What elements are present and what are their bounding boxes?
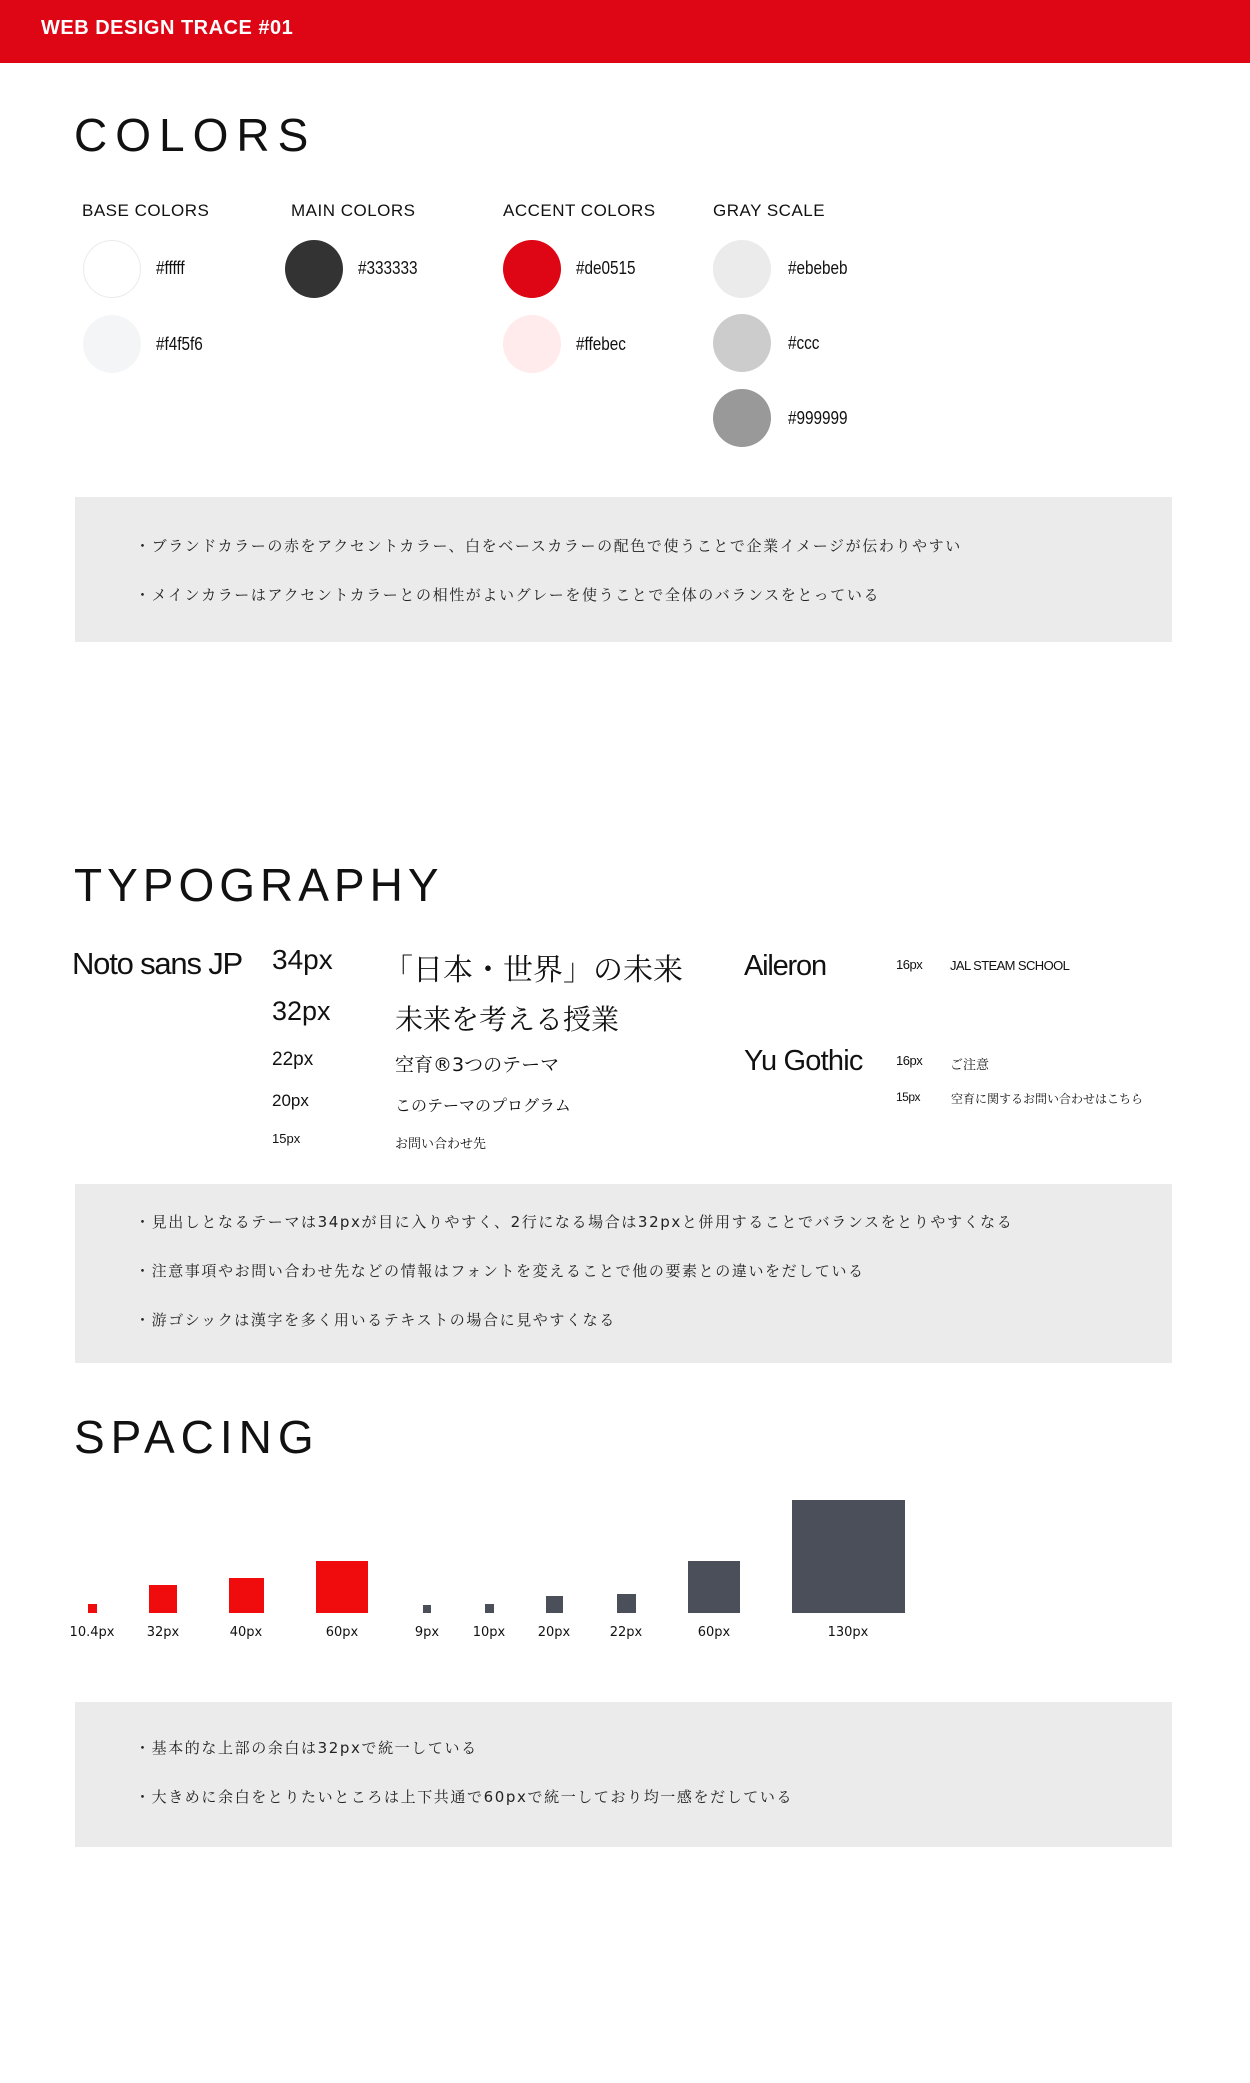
spacing-label: 22px <box>609 1625 643 1640</box>
type-size: 22px <box>272 1049 314 1070</box>
spacing-square <box>546 1596 563 1613</box>
swatch-base-light <box>83 315 141 373</box>
swatch-base-white <box>83 240 141 298</box>
type-sample: お問い合わせ先 <box>395 1137 487 1152</box>
colors-notes-box <box>75 497 1172 642</box>
colors-note: ・メインカラーはアクセントカラーとの相性がよいグレーを使うことで全体のバランスをとっている <box>135 586 881 604</box>
spacing-title: SPACING <box>74 1411 320 1463</box>
typography-note: ・注意事項やお問い合わせ先などの情報はフォントを変えることで他の要素との違いをだしている <box>135 1262 865 1280</box>
swatch-accent-red <box>503 240 561 298</box>
typography-note: ・游ゴシックは漢字を多く用いるテキストの場合に見やすくなる <box>135 1311 616 1329</box>
type-sample: JAL STEAM SCHOOL <box>950 958 1070 973</box>
type-sample: このテーマのプログラム <box>395 1096 571 1115</box>
swatch-label: #fffff <box>156 258 185 278</box>
gray-scale-title: GRAY SCALE <box>713 201 826 220</box>
swatch-label: #f4f5f6 <box>156 334 203 354</box>
font-name-aileron: Aileron <box>744 950 826 982</box>
font-name-yugothic: Yu Gothic <box>744 1045 863 1077</box>
accent-colors-title: ACCENT COLORS <box>503 201 656 220</box>
type-sample: 空育®3つのテーマ <box>395 1054 560 1076</box>
spacing-square <box>792 1500 905 1613</box>
spacing-label: 32px <box>146 1625 180 1640</box>
header-title: WEB DESIGN TRACE #01 <box>41 17 294 39</box>
type-sample: 空育に関するお問い合わせはこちら <box>951 1092 1144 1106</box>
type-size: 15px <box>896 1090 921 1104</box>
type-size: 16px <box>896 1053 923 1068</box>
type-size: 34px <box>272 944 333 975</box>
main-colors-title: MAIN COLORS <box>291 201 416 220</box>
spacing-square <box>88 1604 97 1613</box>
spacing-square <box>423 1605 431 1613</box>
swatch-label: #333333 <box>358 258 418 278</box>
swatch-label: #999999 <box>788 408 848 428</box>
swatch-label: #ebebeb <box>788 258 848 278</box>
spacing-note: ・大きめに余白をとりたいところは上下共通で60pxで統一しており均一感をだしている <box>135 1788 794 1806</box>
swatch-main-dark <box>285 240 343 298</box>
spacing-label: 60px <box>325 1625 359 1640</box>
swatch-accent-pink <box>503 315 561 373</box>
spacing-label: 40px <box>229 1625 263 1640</box>
spacing-label: 60px <box>697 1625 731 1640</box>
colors-note: ・ブランドカラーの赤をアクセントカラー、白をベースカラーの配色で使うことで企業イメージが伝わりやすい <box>135 537 962 555</box>
base-colors-title: BASE COLORS <box>82 201 210 220</box>
colors-title: COLORS <box>74 109 317 161</box>
spacing-label: 10.4px <box>69 1625 115 1640</box>
spacing-label: 10px <box>472 1625 506 1640</box>
swatch-gray-2 <box>713 314 771 372</box>
spacing-note: ・基本的な上部の余白は32pxで統一している <box>135 1739 478 1757</box>
font-name-noto: Noto sans JP <box>72 946 242 981</box>
type-size: 20px <box>272 1091 309 1110</box>
type-size: 32px <box>272 996 331 1026</box>
spacing-square <box>485 1604 494 1613</box>
swatch-label: #de0515 <box>576 258 636 278</box>
spacing-square <box>229 1578 264 1613</box>
spacing-notes-box <box>75 1702 1172 1847</box>
swatch-label: #ccc <box>788 333 820 353</box>
spacing-label: 130px <box>827 1625 869 1640</box>
swatch-gray-1 <box>713 240 771 298</box>
type-sample: 「日本・世界」の未来 <box>383 953 683 988</box>
type-size: 16px <box>896 957 923 972</box>
typography-note: ・見出しとなるテーマは34pxが目に入りやすく、2行になる場合は32pxと併用することでバランスをとりやすくなる <box>135 1213 1014 1231</box>
spacing-square <box>149 1585 177 1613</box>
typography-title: TYPOGRAPHY <box>74 859 444 911</box>
spacing-label: 20px <box>537 1625 571 1640</box>
type-sample: 未来を考える授業 <box>395 1003 620 1036</box>
swatch-label: #ffebec <box>576 334 626 354</box>
spacing-square <box>688 1561 740 1613</box>
spacing-square <box>316 1561 368 1613</box>
spacing-square <box>617 1594 636 1613</box>
spacing-label: 9px <box>414 1625 440 1640</box>
type-size: 15px <box>272 1131 301 1146</box>
swatch-gray-3 <box>713 389 771 447</box>
type-sample: ご注意 <box>950 1058 990 1073</box>
